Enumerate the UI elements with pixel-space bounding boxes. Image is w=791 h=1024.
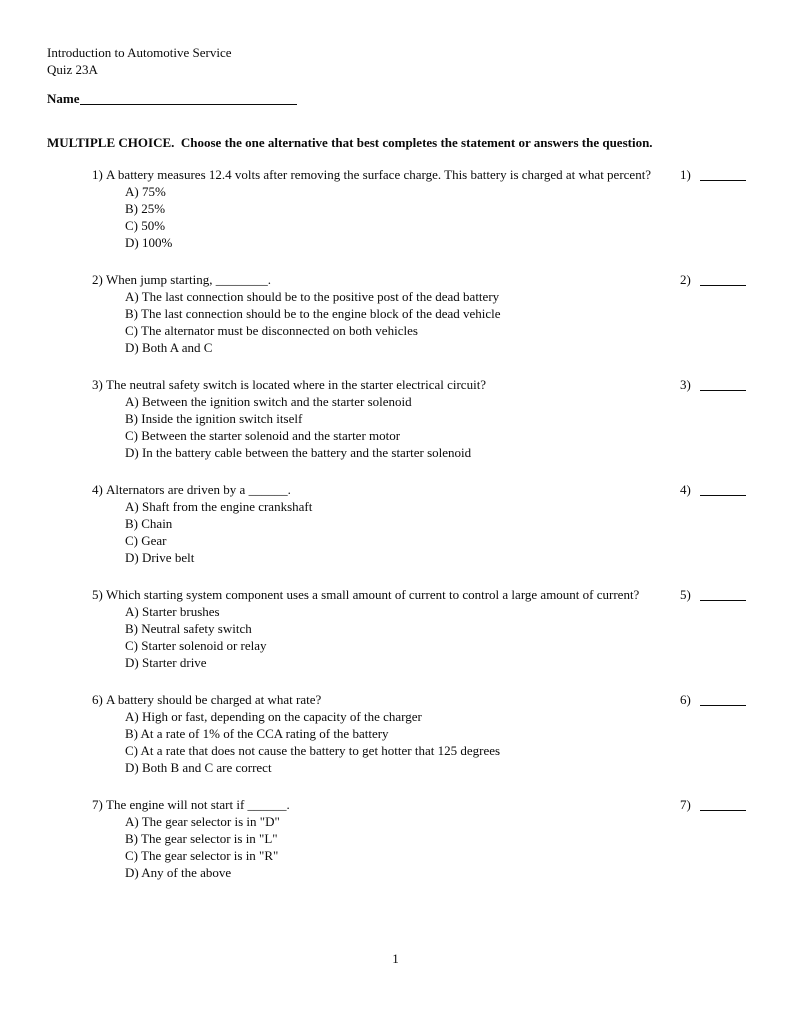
- question-number: 7): [92, 797, 103, 812]
- option-b: B) At a rate of 1% of the CCA rating of the battery: [125, 726, 389, 741]
- answer-blank-line[interactable]: [700, 796, 746, 811]
- question-number: 4): [92, 482, 103, 497]
- question-list: [47, 166, 746, 881]
- option-a: A) High or fast, depending on the capacity of the charger: [125, 709, 422, 724]
- option-d: D) Any of the above: [125, 865, 232, 880]
- option-b: B) Chain: [125, 516, 173, 531]
- answer-number: 6): [680, 692, 691, 707]
- answer-number: 2): [680, 272, 691, 287]
- answer-blank-line[interactable]: [700, 691, 746, 706]
- option-d: D) In the battery cable between the battery and the starter solenoid: [125, 445, 472, 460]
- answer-slot-3: [680, 376, 750, 461]
- question-number: 6): [92, 692, 103, 707]
- instructions: MULTIPLE CHOICE. Choose the one alternative that best completes the statement or answers the question.: [47, 135, 653, 150]
- option-a: A) 75%: [125, 184, 166, 199]
- option-d: D) Starter drive: [125, 655, 207, 670]
- name-blank-line[interactable]: [80, 90, 297, 105]
- option-b: B) Neutral safety switch: [125, 621, 252, 636]
- option-b: B) 25%: [125, 201, 166, 216]
- option-c: C) The alternator must be disconnected on both vehicles: [125, 323, 418, 338]
- answer-blank-line[interactable]: [700, 166, 746, 181]
- option-c: C) Gear: [125, 533, 167, 548]
- question-4: [47, 481, 746, 566]
- answer-number: 3): [680, 377, 691, 392]
- quiz-title: Quiz 23A: [47, 62, 98, 77]
- question-5: [47, 586, 746, 671]
- question-1: [47, 166, 746, 251]
- option-c: C) Between the starter solenoid and the starter motor: [125, 428, 401, 443]
- option-d: D) Both B and C are correct: [125, 760, 272, 775]
- answer-slot-5: [680, 586, 750, 671]
- option-c: C) 50%: [125, 218, 166, 233]
- option-a: A) Between the ignition switch and the starter solenoid: [125, 394, 412, 409]
- answer-blank-line[interactable]: [700, 481, 746, 496]
- page-content: [47, 44, 746, 901]
- answer-number: 4): [680, 482, 691, 497]
- option-a: A) Shaft from the engine crankshaft: [125, 499, 313, 514]
- question-text: A battery should be charged at what rate?: [106, 692, 322, 707]
- answer-slot-2: [680, 271, 750, 356]
- answer-slot-4: [680, 481, 750, 566]
- question-options: [125, 498, 680, 566]
- option-d: D) Drive belt: [125, 550, 195, 565]
- option-c: C) Starter solenoid or relay: [125, 638, 267, 653]
- option-b: B) The last connection should be to the engine block of the dead vehicle: [125, 306, 501, 321]
- name-label: Name: [47, 91, 80, 106]
- answer-number: 5): [680, 587, 691, 602]
- question-text: When jump starting, ________.: [106, 272, 272, 287]
- question-number: 3): [92, 377, 103, 392]
- answer-slot-7: [680, 796, 750, 881]
- option-d: D) Both A and C: [125, 340, 213, 355]
- page-number: 1: [392, 951, 399, 966]
- question-text: Which starting system component uses a small amount of current to control a large amount of current?: [106, 587, 640, 602]
- question-options: [125, 708, 680, 776]
- option-a: A) The last connection should be to the positive post of the dead battery: [125, 289, 500, 304]
- option-a: A) Starter brushes: [125, 604, 220, 619]
- question-text: A battery measures 12.4 volts after removing the surface charge. This battery is charged at what percent?: [106, 167, 652, 182]
- option-a: A) The gear selector is in "D": [125, 814, 280, 829]
- answer-blank-line[interactable]: [700, 376, 746, 391]
- question-2: [47, 271, 746, 356]
- question-options: [125, 288, 680, 356]
- name-row: [47, 90, 746, 107]
- question-3: [47, 376, 746, 461]
- option-c: C) The gear selector is in "R": [125, 848, 279, 863]
- answer-slot-1: [680, 166, 750, 251]
- question-text: The neutral safety switch is located where in the starter electrical circuit?: [106, 377, 487, 392]
- question-6: [47, 691, 746, 776]
- course-title: Introduction to Automotive Service: [47, 45, 232, 60]
- question-options: [125, 813, 680, 881]
- answer-blank-line[interactable]: [700, 586, 746, 601]
- question-number: 5): [92, 587, 103, 602]
- option-b: B) Inside the ignition switch itself: [125, 411, 303, 426]
- option-d: D) 100%: [125, 235, 173, 250]
- answer-number: 1): [680, 167, 691, 182]
- question-text: The engine will not start if ______.: [106, 797, 290, 812]
- question-options: [125, 603, 680, 671]
- answer-slot-6: [680, 691, 750, 776]
- question-text: Alternators are driven by a ______.: [106, 482, 291, 497]
- question-options: [125, 393, 680, 461]
- option-b: B) The gear selector is in "L": [125, 831, 278, 846]
- question-7: [47, 796, 746, 881]
- question-number: 1): [92, 167, 103, 182]
- question-options: [125, 183, 680, 251]
- document-header: [47, 44, 746, 78]
- answer-number: 7): [680, 797, 691, 812]
- question-number: 2): [92, 272, 103, 287]
- option-c: C) At a rate that does not cause the battery to get hotter that 125 degrees: [125, 743, 501, 758]
- answer-blank-line[interactable]: [700, 271, 746, 286]
